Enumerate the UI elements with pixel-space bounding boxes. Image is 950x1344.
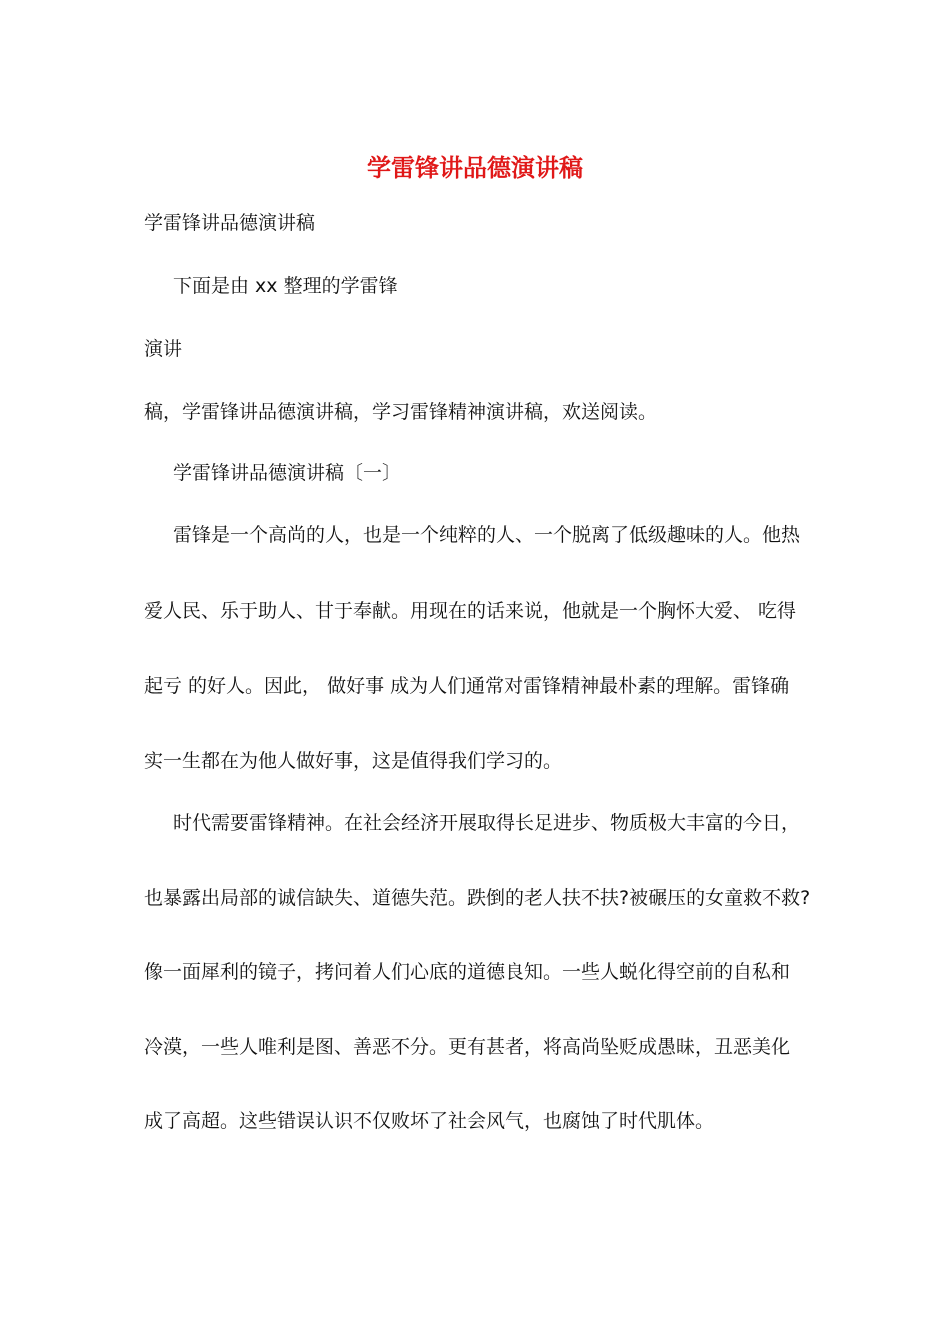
section-heading: 学雷锋讲品德演讲稿〔一〕	[173, 462, 402, 484]
intro-line: 演讲	[144, 338, 183, 360]
paragraph-line: 成了高超。这些错误认识不仅败坏了社会风气，也腐蚀了时代肌体。	[144, 1110, 715, 1132]
subtitle-line: 学雷锋讲品德演讲稿	[144, 212, 316, 234]
intro-line: 下面是由 xx 整理的学雷锋	[173, 275, 398, 297]
document-title: 学雷锋讲品德演讲稿	[367, 153, 583, 182]
paragraph-line: 爱人民、乐于助人、甘于奉献。用现在的话来说，他就是一个胸怀大爱、 吃得	[144, 600, 797, 622]
intro-line: 稿，学雷锋讲品德演讲稿，学习雷锋精神演讲稿，欢送阅读。	[144, 401, 658, 423]
paragraph-line: 实一生都在为他人做好事，这是值得我们学习的。	[144, 750, 563, 772]
paragraph-line: 雷锋是一个高尚的人，也是一个纯粹的人、一个脱离了低级趣味的人。他热	[173, 524, 801, 546]
paragraph-line: 像一面犀利的镜子，拷问着人们心底的道德良知。一些人蜕化得空前的自私和	[144, 961, 791, 983]
paragraph-line: 冷漠，一些人唯利是图、善恶不分。更有甚者，将高尚坠贬成愚昧，丑恶美化	[144, 1036, 791, 1058]
paragraph-line: 起亏 的好人。因此， 做好事 成为人们通常对雷锋精神最朴素的理解。雷锋确	[144, 675, 790, 697]
paragraph-line: 也暴露出局部的诚信缺失、道德失范。跌倒的老人扶不扶?被碾压的女童救不救?	[144, 887, 811, 909]
paragraph-line: 时代需要雷锋精神。在社会经济开展取得长足进步、物质极大丰富的今日，	[173, 812, 801, 834]
